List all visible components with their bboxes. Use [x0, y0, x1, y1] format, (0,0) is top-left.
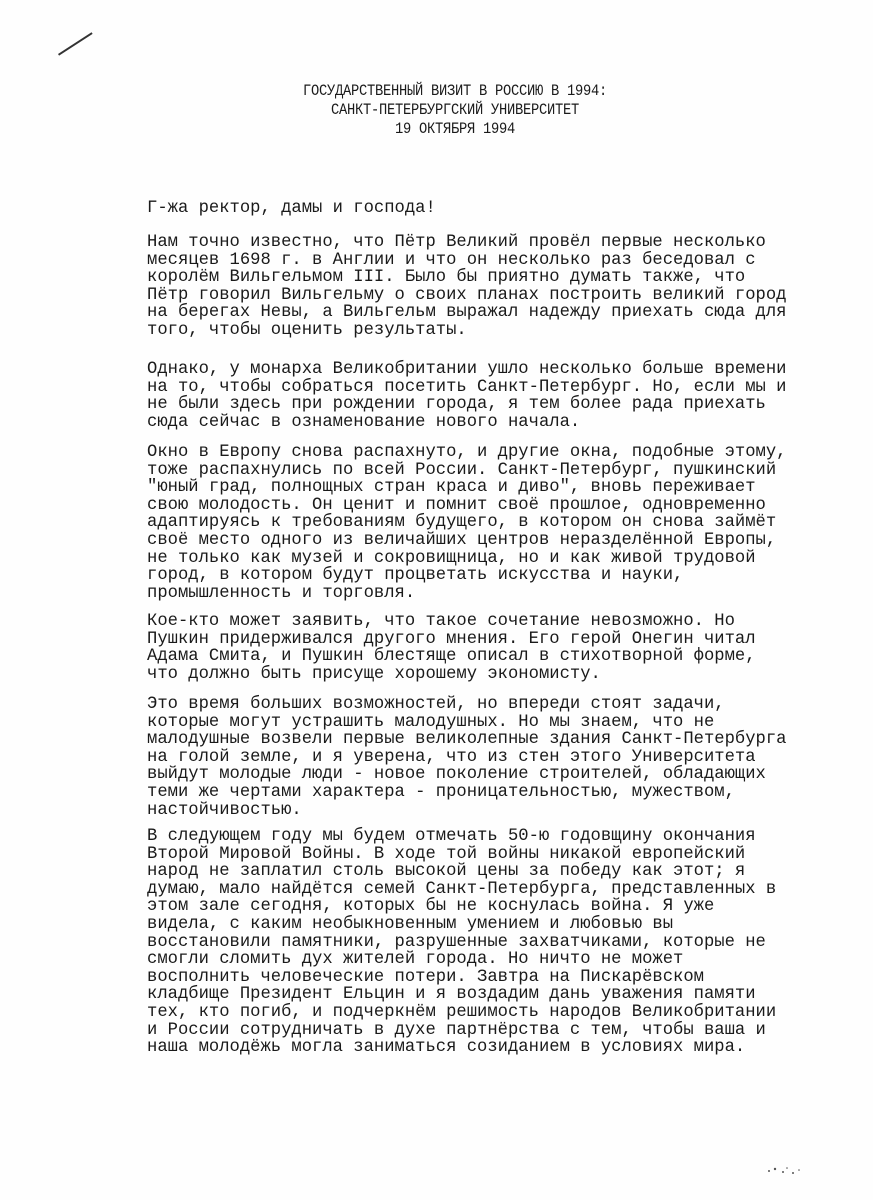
- text-line: Это время больших возможностей, но впереди стоят задачи,: [147, 695, 725, 714]
- text-line: адаптируясь к требованиям будущего, в котором он снова займёт: [147, 513, 777, 533]
- text-line: настойчивостью.: [147, 800, 302, 820]
- text-line: смогли сломить дух жителей города. Но ничто не может: [147, 950, 684, 970]
- paragraph: [147, 444, 786, 602]
- text-line: которые могут устрашить малодушных. Но мы знаем, что не: [147, 712, 715, 732]
- text-line: малодушные возвели первые великолепные здания Санкт-Петербурга: [147, 730, 787, 750]
- title-line: ГОСУДАРСТВЕННЫЙ ВИЗИТ В РОССИЮ В 1994:: [303, 82, 607, 100]
- text-line: Пушкин придерживался другого мнения. Его герой Онегин читал: [147, 629, 756, 649]
- paragraph: [147, 696, 786, 819]
- text-line: Нам точно известно, что Пётр Великий провёл первые несколько: [147, 233, 766, 252]
- text-line: Второй Мировой Войны. В ходе той войны никакой европейский: [147, 844, 746, 864]
- text-line: королём Вильгельмом III. Было бы приятно думать также, что: [147, 268, 746, 288]
- title-line: САНКТ-ПЕТЕРБУРГСКИЙ УНИВЕРСИТЕТ: [330, 101, 579, 119]
- text-line: и России сотрудничать в духе партнёрства с тем, чтобы ваша и: [147, 1020, 766, 1040]
- text-line: теми же чертами характера - проницательностью, мужеством,: [147, 782, 735, 802]
- text-line: думаю, мало найдётся семей Санкт-Петербурга, представленных в: [147, 879, 777, 899]
- text-line: город, в котором будут процветать искусства и науки,: [147, 566, 684, 586]
- text-line: Адама Смита, и Пушкин блестяще описал в стихотворной форме,: [147, 647, 756, 667]
- text-line: тоже распахнулись по всей России. Санкт-Петербург, пушкинский: [147, 460, 777, 480]
- text-line: Однако, у монарха Великобритании ушло несколько больше времени: [147, 360, 787, 379]
- text-line: восполнить человеческие потери. Завтра на Пискарёвском: [147, 967, 704, 987]
- document-title: [64, 82, 847, 139]
- paragraph: [147, 361, 786, 431]
- text-line: что должно быть присуще хорошему экономисту.: [147, 664, 601, 684]
- greeting: Г-жа ректор, дамы и господа!: [147, 199, 436, 218]
- text-line: своё место одного из величайших центров неразделённой Европы,: [147, 530, 777, 550]
- text-line: этом зале сегодня, которых бы не коснулась война. Я уже: [147, 897, 715, 917]
- text-line: на берегах Невы, а Вильгельм выражал надежду приехать сюда для: [147, 303, 787, 323]
- text-line: на то, чтобы собраться посетить Санкт-Петербург. Но, если мы и: [147, 377, 787, 397]
- pen-mark: [58, 32, 93, 55]
- text-line: Пётр говорил Вильгельму о своих планах построить великий город: [147, 285, 787, 305]
- text-line: сюда сейчас в ознаменование нового начала.: [147, 412, 581, 432]
- text-line: кладбище Президент Ельцин и я воздадим дань уважения памяти: [147, 985, 756, 1005]
- paragraph: [147, 613, 756, 683]
- text-line: того, чтобы оценить результаты.: [147, 320, 467, 340]
- text-line: Кое-кто может заявить, что такое сочетание невозможно. Но: [147, 612, 735, 631]
- text-line: "юный град, полнощных стран краса и диво", вновь переживает: [147, 478, 756, 498]
- text-line: месяцев 1698 г. в Англии и что он несколько раз беседовал с: [147, 250, 756, 270]
- text-line: видела, с каким необыкновенным умением и любовью вы: [147, 914, 674, 934]
- text-line: тех, кто погиб, и подчеркнём решимость народов Великобритании: [147, 1002, 777, 1022]
- text-line: Окно в Европу снова распахнуто, и другие окна, подобные этому,: [147, 443, 787, 462]
- text-line: не были здесь при рождении города, я тем более рада приехать: [147, 395, 766, 415]
- text-line: свою молодость. Он ценит и помнит своё прошлое, одновременно: [147, 495, 766, 515]
- text-line: не только как музей и сокровищница, но и как живой трудовой: [147, 548, 756, 568]
- scan-specks: [765, 1163, 805, 1179]
- text-line: выйдут молодые люди - новое поколение строителей, обладающих: [147, 765, 766, 785]
- text-line: В следующем году мы будем отмечать 50-ю годовщину окончания: [147, 827, 756, 846]
- title-date: 19 ОКТЯБРЯ 1994: [395, 120, 515, 138]
- text-line: наша молодёжь могла заниматься созиданием в условиях мира.: [147, 1038, 746, 1058]
- paragraph: [147, 828, 776, 1057]
- text-line: промышленность и торговля.: [147, 583, 416, 603]
- text-line: на голой земле, и я уверена, что из стен этого Университета: [147, 747, 756, 767]
- text-line: восстановили памятники, разрушенные захватчиками, которые не: [147, 932, 766, 952]
- text-line: народ не заплатил столь высокой цены за победу как этот; я: [147, 862, 746, 882]
- paragraph: [147, 234, 786, 340]
